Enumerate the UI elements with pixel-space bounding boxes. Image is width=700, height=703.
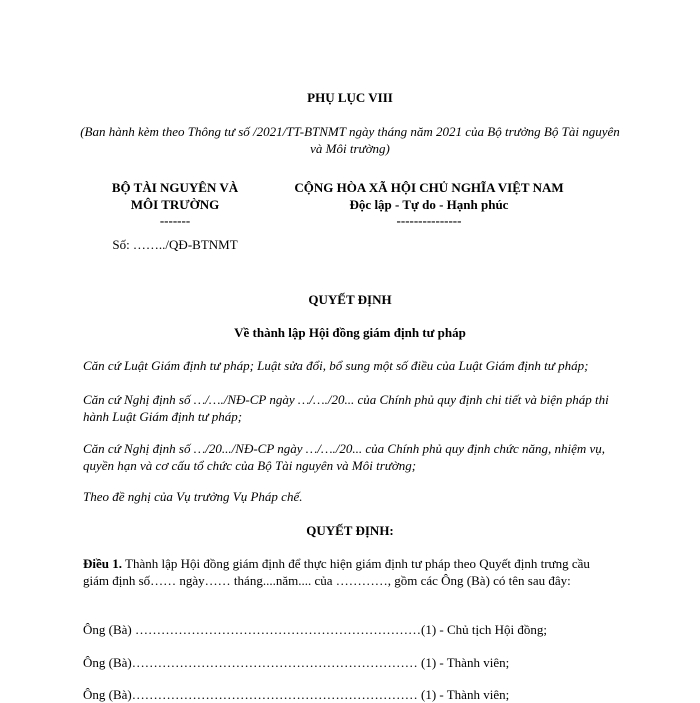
legal-basis-1: Căn cứ Luật Giám định tư pháp; Luật sửa đổi, bổ sung một số điều của Luật Giám định tư pháp; [83, 358, 589, 373]
article-1-label: Điều 1. [83, 556, 122, 571]
nation-separator: --------------- [396, 213, 462, 228]
ministry-separator: ------- [159, 213, 191, 228]
ministry-block [80, 179, 270, 253]
nation-motto: Độc lập - Tự do - Hạnh phúc [349, 197, 509, 212]
ministry-name-line1: BỘ TÀI NGUYÊN VÀ [111, 180, 239, 195]
nation-name: CỘNG HÒA XÃ HỘI CHỦ NGHĨA VIỆT NAM [294, 180, 564, 195]
member-row-chairman: Ông (Bà) …………………………………………………………(1) - Chủ tịch Hội đồng; [83, 622, 548, 637]
legal-basis-4: Theo đề nghị của Vụ trưởng Vụ Pháp chế. [83, 489, 303, 504]
ministry-name-line2: MÔI TRƯỜNG [130, 197, 220, 212]
member-row-member-2: Ông (Bà)………………………………………………………… (1) - Thành viên; [83, 687, 510, 702]
issuance-note: (Ban hành kèm theo Thông tư số /2021/TT-BTNMT ngày tháng năm 2021 của Bộ trưởng Bộ Tài nguyên và Môi trường) [80, 124, 620, 156]
article-1-text: Thành lập Hội đồng giám định để thực hiện giám định tư pháp theo Quyết định trưng cầu giám định số…… ngày…… tháng....năm.... của …………, gồm các Ông (Bà) có tên sau đây: [83, 556, 590, 588]
decision-subject: Về thành lập Hội đồng giám định tư pháp [234, 325, 466, 340]
legal-basis-2: Căn cứ Nghị định số …/…./NĐ-CP ngày …/…./20... của Chính phủ quy định chi tiết và biện pháp thi hành Luật Giám định tư pháp; [83, 392, 609, 424]
decision-title: QUYẾT ĐỊNH [308, 292, 392, 307]
document-number: Số: ……../QĐ-BTNMT [112, 237, 238, 252]
decide-heading: QUYẾT ĐỊNH: [306, 523, 394, 538]
article-1 [83, 555, 608, 589]
member-row-member-1: Ông (Bà)………………………………………………………… (1) - Thành viên; [83, 655, 510, 670]
nation-block [268, 179, 590, 228]
legal-basis-3: Căn cứ Nghị định số …/20.../NĐ-CP ngày …/…./20... của Chính phủ quy định chức năng, nhiệm vụ, quyền hạn và cơ cấu tổ chức của Bộ Tài nguyên và Môi trường; [83, 441, 605, 473]
appendix-title: PHỤ LỤC VIII [307, 90, 393, 105]
